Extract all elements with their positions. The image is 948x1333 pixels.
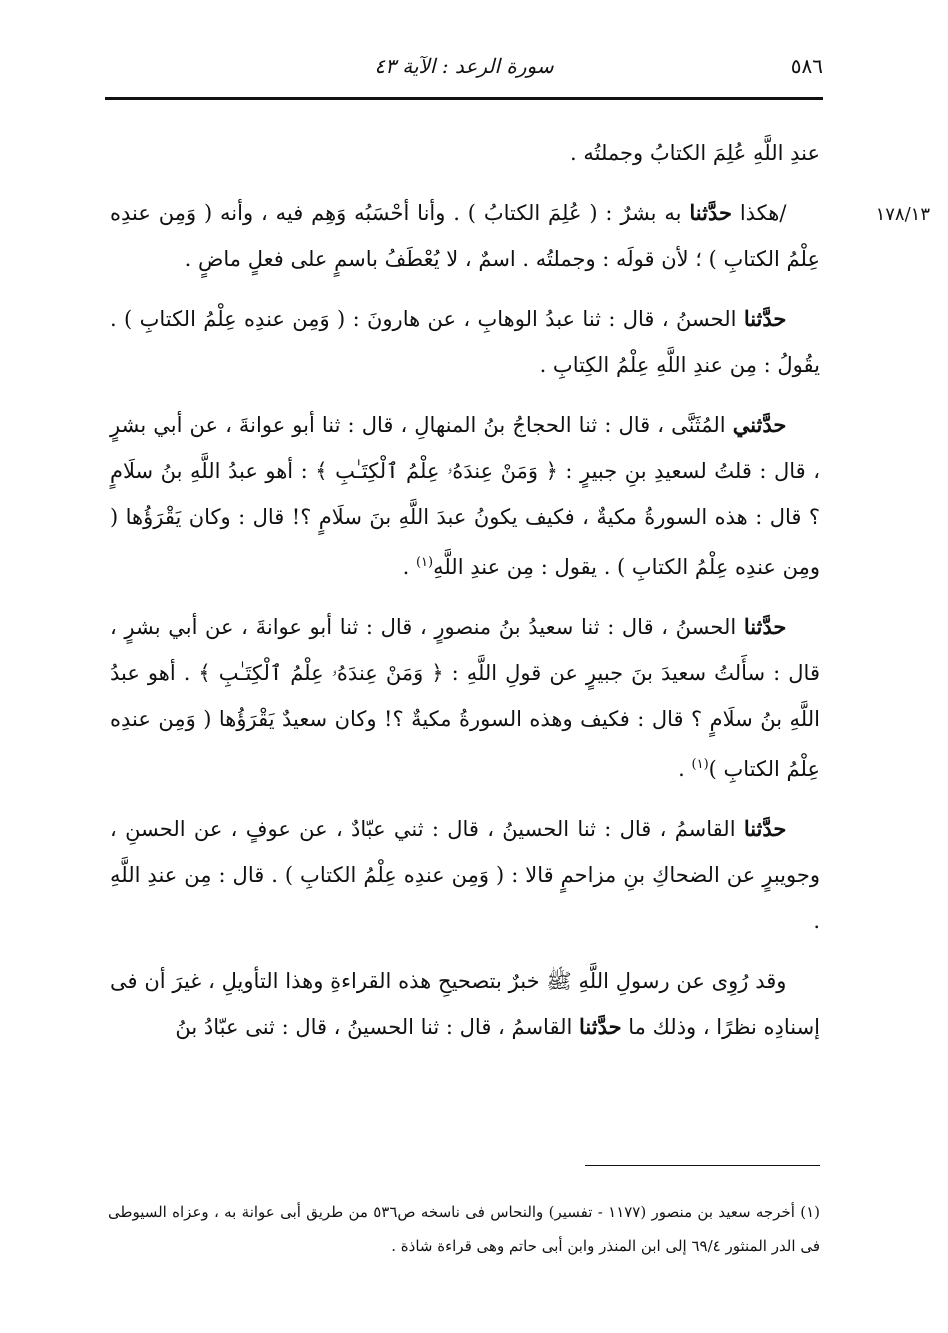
isnad-keyword: حدَّثنا	[689, 200, 732, 225]
paragraph	[110, 958, 820, 1050]
main-text	[110, 130, 820, 1064]
isnad-keyword: حدَّثنا	[743, 816, 787, 841]
paragraph-text: القاسمُ ، قال : ثنا الحسينُ ، قال : ثنى عبّادُ بنُ	[175, 1015, 579, 1039]
footnote-marker: (١)	[415, 555, 434, 570]
footnote-rule	[585, 1165, 820, 1166]
paragraph-text: الحسنُ ، قال : ثنا عبدُ الوهابِ ، عن هارونَ : ( وَمِن عندِه عِلْمُ الكتابِ ) . يقُولُ : مِن عندِ اللَّهِ عِلْمُ الكِتابِ .	[110, 307, 820, 377]
paragraph-text: عندِ اللَّهِ عُلِمَ الكتابُ وجملتُه .	[570, 141, 820, 165]
running-title: سورة الرعد : الآية ٤٣	[374, 54, 554, 78]
paragraph	[110, 604, 820, 792]
header-rule	[105, 97, 823, 100]
paragraph-lead: /هكذا	[731, 201, 787, 225]
page-number: ٥٨٦	[790, 54, 823, 78]
footnote: (١) أخرجه سعيد بن منصور (١١٧٧ - تفسير) والنحاس فى ناسخه ص٥٣٦ من طريق أبى عوانة به ، وعزاه السيوطى فى الدر المنثور ٦٩/٤ إلى ابن المنذر وابن أبى حاتم وهى قراءة شاذة .	[108, 1203, 820, 1255]
isnad-keyword: حدَّثنا	[743, 306, 787, 331]
isnad-keyword: حدَّثني	[732, 412, 787, 437]
paragraph	[110, 402, 820, 590]
marginal-reference: ١٧٨/١٣	[875, 204, 930, 225]
paragraph	[110, 806, 820, 944]
page-header	[105, 50, 823, 90]
isnad-keyword: حدَّثنا	[579, 1014, 622, 1039]
isnad-keyword: حدَّثنا	[743, 614, 787, 639]
paragraph-lead: وقد رُوِى عن رسولِ اللَّهِ ﷺ خبرٌ بتصحيحِ هذه القراءةِ وهذا التأويلِ ، غيرَ أن فى إسنادِه نظرًا ، وذلك ما	[110, 969, 820, 1039]
footnotes	[108, 1195, 820, 1263]
paragraph-text: الحسنُ ، قال : ثنا سعيدُ بنُ منصورٍ ، قال : ثنا أبو عوانةَ ، عن أبي بشرٍ ، قال : سأَلتُ سعيدَ بنَ جبيرٍ عن قولِ اللَّهِ : ﴿ وَمَنْ عِندَهُۥ عِلْمُ ٱلْكِتَـٰبِ ﴾ . أهو عبدُ اللَّهِ بنُ سلَامٍ ؟ قال : فكيف وهذه السورةُ مكيةٌ ؟! وكان سعيدٌ يَقْرَؤُها ( وَمِن عندِه عِلْمُ الكتابِ )	[110, 615, 820, 781]
paragraph-text: المُثَنَّى ، قال : ثنا الحجاجُ بنُ المنهالِ ، قال : ثنا أبو عوانةَ ، عن أبي بشرٍ ، قال : قلتُ لسعيدِ بنِ جبيرٍ : ﴿ وَمَنْ عِندَهُۥ عِلْمُ ٱلْكِتَـٰبِ ﴾ : أهو عبدُ اللَّهِ بنُ سلَامٍ ؟ قال : هذه السورةُ مكيةٌ ، فكيف يكونُ عبدَ اللَّهِ بنَ سلَامٍ ؟! قال : وكان يَقْرَؤُها ( ومِن عندِه عِلْمُ الكتابِ ) . يقول : مِن عندِ اللَّهِ	[110, 413, 820, 579]
paragraph-text: به بشرٌ : ( عُلِمَ الكتابُ ) . وأنا أحْسَبُه وَهِم فيه ، وأنه ( وَمِن عندِه عِلْمُ الكتابِ ) ؛ لأن قولَه : وجملتُه . اسمٌ ، لا يُعْطَفُ باسمٍ على فعلٍ ماضٍ .	[110, 201, 820, 271]
paragraph	[110, 296, 820, 388]
paragraph	[110, 130, 820, 176]
paragraph-text: القاسمُ ، قال : ثنا الحسينُ ، قال : ثني عبّادٌ ، عن عوفٍ ، عن الحسنِ ، وجويبرٍ عن الضحاكِ بنِ مزاحمٍ قالا : ( وَمِن عندِه عِلْمُ الكتابِ ) . قال : مِن عندِ اللَّهِ .	[110, 817, 820, 933]
paragraph	[110, 190, 820, 282]
paragraph-tail: .	[678, 757, 692, 781]
paragraph-tail: .	[402, 555, 416, 579]
footnote-marker: (١)	[691, 757, 709, 772]
